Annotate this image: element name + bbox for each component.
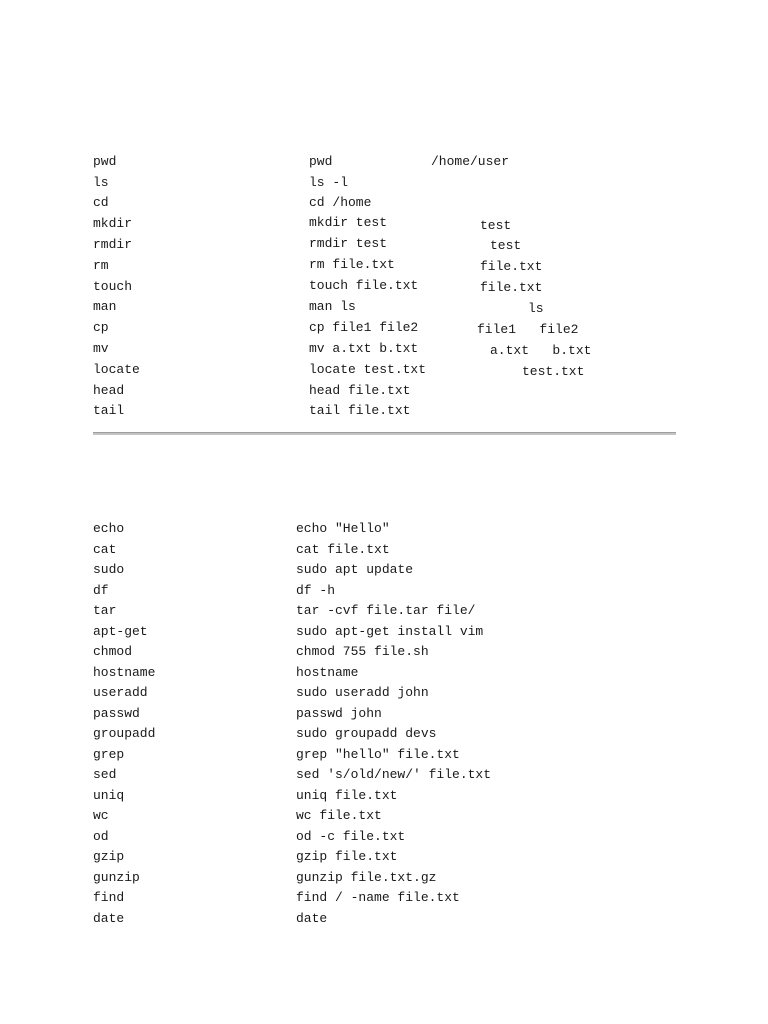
example-cell: locate test.txt (309, 362, 427, 377)
command-cell: passwd (93, 706, 140, 721)
example-cell: df -h (296, 583, 336, 598)
command-cell: apt-get (93, 624, 148, 639)
command-cell: sed (93, 767, 117, 782)
command-cell: cd (93, 195, 109, 210)
result-cell: file1 file2 (477, 322, 579, 337)
command-cell: tail (93, 403, 125, 418)
example-cell: gzip file.txt (296, 849, 398, 864)
example-cell: sudo apt update (296, 562, 414, 577)
example-cell: cat file.txt (296, 542, 390, 557)
command-cell: rm (93, 258, 109, 273)
example-cell: sudo apt-get install vim (296, 624, 484, 639)
example-cell: touch file.txt (309, 278, 419, 293)
example-cell: find / -name file.txt (296, 890, 460, 905)
example-cell: head file.txt (309, 383, 411, 398)
result-cell: test.txt (522, 364, 585, 379)
result-cell: test (480, 218, 512, 233)
example-cell: rm file.txt (309, 257, 395, 272)
command-cell: locate (93, 362, 140, 377)
command-cell: uniq (93, 788, 125, 803)
command-cell: touch (93, 279, 133, 294)
example-cell: date (296, 911, 328, 926)
command-cell: head (93, 383, 125, 398)
example-cell: chmod 755 file.sh (296, 644, 429, 659)
example-cell: cd /home (309, 195, 372, 210)
example-cell: uniq file.txt (296, 788, 398, 803)
example-cell: echo "Hello" (296, 521, 390, 536)
example-cell: grep "hello" file.txt (296, 747, 460, 762)
example-cell: tail file.txt (309, 403, 411, 418)
result-cell: file.txt (480, 280, 543, 295)
command-cell: echo (93, 521, 125, 536)
result-cell: file.txt (480, 259, 543, 274)
command-cell: gzip (93, 849, 125, 864)
command-cell: ls (93, 175, 109, 190)
command-cell: date (93, 911, 125, 926)
example-cell: cp file1 file2 (309, 320, 419, 335)
command-cell: grep (93, 747, 125, 762)
command-cell: cat (93, 542, 117, 557)
result-cell: test (490, 238, 522, 253)
example-cell: hostname (296, 665, 359, 680)
result-cell: a.txt b.txt (490, 343, 592, 358)
command-cell: chmod (93, 644, 133, 659)
command-cell: od (93, 829, 109, 844)
example-cell: sudo groupadd devs (296, 726, 437, 741)
example-cell: mkdir test (309, 215, 388, 230)
example-cell: sed 's/old/new/' file.txt (296, 767, 492, 782)
example-cell: gunzip file.txt.gz (296, 870, 437, 885)
command-cell: useradd (93, 685, 148, 700)
example-cell: tar -cvf file.tar file/ (296, 603, 476, 618)
section-divider (93, 432, 676, 435)
command-cell: df (93, 583, 109, 598)
example-cell: rmdir test (309, 236, 388, 251)
example-cell: mv a.txt b.txt (309, 341, 419, 356)
command-cell: gunzip (93, 870, 140, 885)
command-cell: tar (93, 603, 117, 618)
example-cell: man ls (309, 299, 356, 314)
command-cell: cp (93, 320, 109, 335)
command-cell: mkdir (93, 216, 133, 231)
command-cell: hostname (93, 665, 156, 680)
command-cell: wc (93, 808, 109, 823)
command-cell: find (93, 890, 125, 905)
example-cell: pwd (309, 154, 333, 169)
example-cell: sudo useradd john (296, 685, 429, 700)
example-cell: od -c file.txt (296, 829, 406, 844)
command-cell: groupadd (93, 726, 156, 741)
result-cell: ls (528, 301, 544, 316)
example-cell: wc file.txt (296, 808, 382, 823)
command-cell: rmdir (93, 237, 133, 252)
command-cell: man (93, 299, 117, 314)
example-cell: ls -l (309, 175, 349, 190)
command-cell: mv (93, 341, 109, 356)
result-cell: /home/user (431, 154, 510, 169)
example-cell: passwd john (296, 706, 382, 721)
command-cell: sudo (93, 562, 125, 577)
command-cell: pwd (93, 154, 117, 169)
